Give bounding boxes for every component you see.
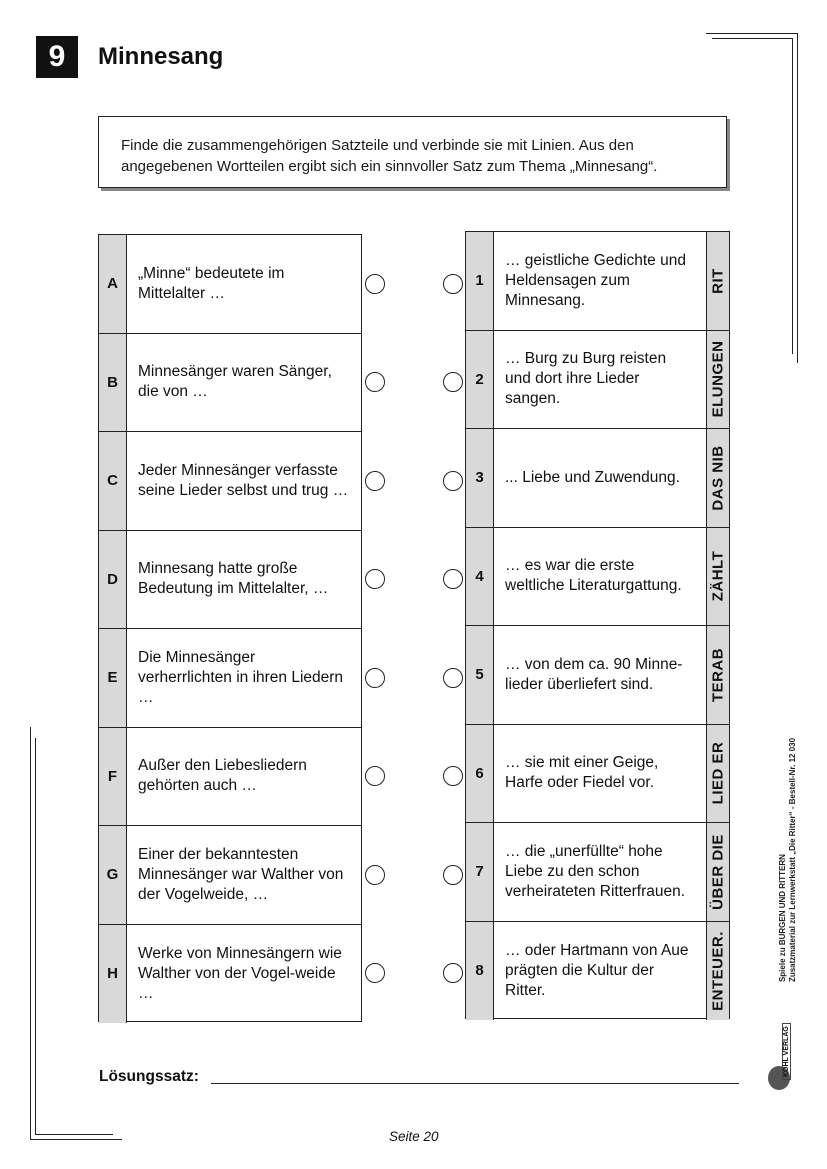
- table-row: [99, 629, 361, 728]
- row-letter: F: [99, 728, 127, 826]
- solution-answer-line[interactable]: [211, 1083, 739, 1084]
- right-table: [465, 231, 730, 1019]
- row-text: Minnesänger waren Sänger, die von …: [138, 363, 332, 401]
- left-table: [98, 234, 362, 1022]
- side-imprint-line1: Spiele zu BURGEN UND RITTERN: [778, 854, 787, 983]
- row-letter: E: [99, 629, 127, 727]
- row-letter: B: [99, 334, 127, 432]
- connect-point-right[interactable]: [443, 668, 463, 688]
- side-imprint: [778, 738, 798, 982]
- table-row: [466, 528, 729, 627]
- table-row: [466, 232, 729, 331]
- row-number: 3: [466, 429, 494, 527]
- connect-point-left[interactable]: [365, 766, 385, 786]
- frame-line: [35, 738, 36, 1134]
- row-text: Außer den Liebesliedern gehörten auch …: [138, 757, 307, 795]
- connect-point-left[interactable]: [365, 569, 385, 589]
- table-row: [466, 922, 729, 1021]
- word-part-cell: [706, 429, 729, 527]
- row-text: … es war die erste weltliche Literaturgattung.: [505, 557, 682, 595]
- connect-point-right[interactable]: [443, 471, 463, 491]
- row-text: … geistliche Gedichte und Heldensagen zum Minnesang.: [505, 251, 686, 309]
- frame-line: [712, 38, 792, 39]
- connect-point-left[interactable]: [365, 471, 385, 491]
- connect-point-right[interactable]: [443, 963, 463, 983]
- row-text: … von dem ca. 90 Minne-lieder überliefert sind.: [505, 655, 683, 693]
- word-part: ZÄHLT: [709, 550, 727, 602]
- row-number: 8: [466, 922, 494, 1021]
- word-part: ÜBER DIE: [709, 833, 727, 910]
- word-part: DAS NIB: [709, 445, 727, 511]
- connect-point-right[interactable]: [443, 372, 463, 392]
- connect-point-left[interactable]: [365, 865, 385, 885]
- table-row: [99, 432, 361, 531]
- connect-point-left[interactable]: [365, 963, 385, 983]
- chapter-number: 9: [36, 36, 78, 78]
- word-part: LIED ER: [709, 741, 727, 805]
- connect-point-right[interactable]: [443, 274, 463, 294]
- frame-line: [35, 1134, 113, 1135]
- row-letter: A: [99, 235, 127, 333]
- side-imprint-line2: Zusatzmaterial zur Lernwerkstatt „Die Ritter“ - Bestell-Nr. 12 030: [788, 737, 797, 983]
- row-text: … Burg zu Burg reisten und dort ihre Lieder sangen.: [505, 350, 667, 408]
- frame-line: [797, 33, 798, 363]
- row-text: Minnesang hatte große Bedeutung im Mittelalter, …: [138, 560, 329, 598]
- table-row: [466, 823, 729, 922]
- row-number: 5: [466, 626, 494, 724]
- row-text: Einer der bekanntesten Minnesänger war Walther von der Vogelweide, …: [138, 845, 344, 903]
- row-text: … oder Hartmann von Aue prägten die Kultur der Ritter.: [505, 941, 689, 999]
- word-part: ELUNGEN: [709, 340, 727, 418]
- table-row: [466, 626, 729, 725]
- connect-point-left[interactable]: [365, 668, 385, 688]
- table-row: [99, 334, 361, 433]
- row-text: Werke von Minnesängern wie Walther von der Vogel-weide …: [138, 944, 342, 1002]
- word-part-cell: [706, 232, 729, 330]
- row-text: … die „unerfüllte“ hohe Liebe zu den schon verheirateten Ritterfrauen.: [505, 842, 686, 900]
- row-number: 4: [466, 528, 494, 626]
- row-text: … sie mit einer Geige, Harfe oder Fiedel vor.: [505, 754, 659, 792]
- table-row: [99, 235, 361, 334]
- word-part: TERAB: [709, 647, 727, 702]
- publisher-name: KOHL VERLAG: [782, 1023, 791, 1080]
- table-row: [466, 725, 729, 824]
- table-row: [99, 531, 361, 630]
- page-number: Seite 20: [389, 1129, 439, 1144]
- word-part: RIT: [709, 267, 727, 294]
- frame-line: [30, 727, 31, 1139]
- frame-line: [706, 33, 798, 34]
- connect-point-right[interactable]: [443, 569, 463, 589]
- row-letter: G: [99, 826, 127, 924]
- row-number: 2: [466, 331, 494, 429]
- row-text: Die Minnesänger verherrlichten in ihren Liedern …: [138, 648, 344, 706]
- table-row: [466, 429, 729, 528]
- table-row: [466, 331, 729, 430]
- word-part-cell: [706, 922, 729, 1021]
- row-text: Jeder Minnesänger verfasste seine Lieder selbst und trug …: [138, 461, 349, 499]
- word-part-cell: [706, 725, 729, 823]
- word-part: ENTEUER.: [709, 930, 727, 1011]
- row-letter: H: [99, 925, 127, 1024]
- row-number: 7: [466, 823, 494, 921]
- frame-line: [792, 38, 793, 354]
- row-letter: C: [99, 432, 127, 530]
- word-part-cell: [706, 331, 729, 429]
- row-number: 6: [466, 725, 494, 823]
- word-part-cell: [706, 823, 729, 921]
- publisher-logo: [768, 1026, 804, 1092]
- connect-point-left[interactable]: [365, 274, 385, 294]
- row-letter: D: [99, 531, 127, 629]
- row-text: „Minne“ bedeutete im Mittelalter …: [138, 264, 285, 302]
- row-text: ... Liebe und Zuwendung.: [505, 468, 680, 486]
- solution-label: Lösungssatz:: [99, 1068, 199, 1085]
- connect-point-left[interactable]: [365, 372, 385, 392]
- table-row: [99, 925, 361, 1024]
- table-row: [99, 826, 361, 925]
- page-title: Minnesang: [98, 43, 224, 70]
- instruction-box: Finde die zusammengehörigen Satzteile und verbinde sie mit Linien. Aus den angegebenen Wortteilen ergibt sich ein sinnvoller Satz zum Thema „Minnesang“.: [98, 116, 727, 188]
- row-number: 1: [466, 232, 494, 330]
- frame-line: [30, 1139, 122, 1140]
- connect-point-right[interactable]: [443, 865, 463, 885]
- table-row: [99, 728, 361, 827]
- word-part-cell: [706, 626, 729, 724]
- word-part-cell: [706, 528, 729, 626]
- connect-point-right[interactable]: [443, 766, 463, 786]
